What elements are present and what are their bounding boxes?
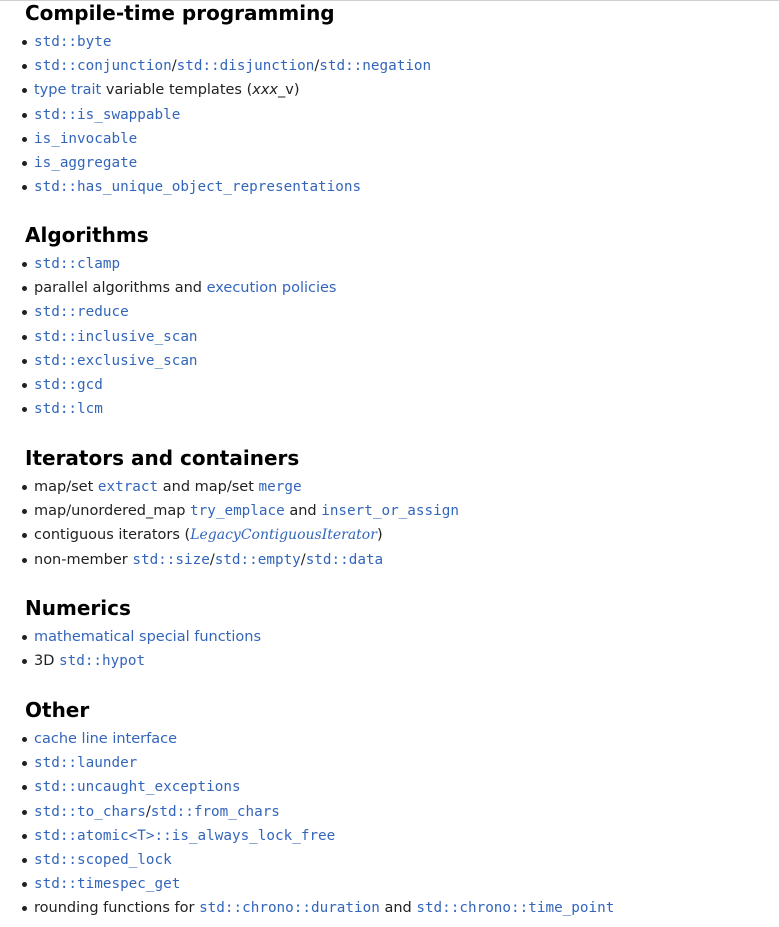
item-link[interactable]: is_invocable [34,130,138,147]
item-link[interactable]: std::scoped_lock [34,851,172,868]
bullet-icon [22,906,27,911]
bullet-icon [22,485,27,490]
item-link[interactable]: LegacyContiguousIterator [190,527,377,544]
list-item [22,896,772,920]
bullet-icon [22,40,27,45]
item-link[interactable]: std::negation [319,58,432,75]
list-item [22,824,772,848]
section-compile-time-programming [22,0,772,199]
item-content [34,876,180,892]
item-link[interactable]: mathematical special functions [34,629,262,645]
item-content [34,779,241,795]
list-item [22,78,772,102]
item-link[interactable]: execution policies [206,280,337,297]
item-link[interactable]: std::has_unique_object_representations [34,179,362,196]
item-list [22,30,772,199]
bullet-icon [22,737,27,742]
bullet-icon [22,785,27,790]
list-item [22,127,772,151]
item-link[interactable]: std::reduce [34,304,129,321]
list-item [22,751,772,775]
item-link[interactable]: std::disjunction [176,58,315,75]
bullet-icon [22,64,27,69]
item-content [34,107,180,123]
bullet-icon [22,858,27,863]
bullet-icon [22,113,27,118]
item-content [34,653,145,669]
list-item [22,103,772,127]
list-item [22,54,772,78]
item-link[interactable]: std::size [132,551,210,568]
section-heading: Compile-time programming [25,1,335,25]
item-text: rounding functions for [34,900,200,917]
item-link[interactable]: try_emplace [190,503,285,520]
section-numerics [22,595,772,673]
item-content [34,629,261,645]
item-link[interactable]: std::clamp [34,256,121,272]
item-content [34,329,198,345]
item-content [34,401,103,417]
section-iterators-and-containers [22,445,772,572]
list-item [22,252,772,276]
bullet-icon [22,286,27,291]
bullet-icon [22,882,27,887]
item-link[interactable]: std::chrono::time_point [416,900,615,917]
item-text: / [171,58,177,75]
item-link[interactable]: std::byte [34,34,112,50]
item-content [34,755,137,771]
bullet-icon [22,533,27,538]
section-algorithms [22,222,772,421]
item-list [22,625,772,673]
item-list [22,475,772,572]
list-item [22,397,772,421]
item-text: _v) [278,82,300,99]
item-link[interactable]: insert_or_assign [321,503,459,520]
bullet-icon [22,88,27,93]
bullet-icon [22,335,27,340]
list-item [22,300,772,324]
item-link[interactable]: type trait [34,82,102,99]
bullet-icon [22,834,27,839]
list-item [22,349,772,373]
item-content [34,353,198,369]
item-text: variable templates ( [101,82,253,99]
item-text: xxx [252,82,278,99]
bullet-icon [22,161,27,166]
bullet-icon [22,635,27,640]
list-item [22,373,772,397]
item-text: and [284,503,322,520]
item-content [34,804,280,820]
item-link[interactable]: std::inclusive_scan [34,328,198,345]
bullet-icon [22,262,27,267]
item-content [34,280,336,296]
item-link[interactable]: std::to_chars [34,803,146,820]
item-text: map/set [34,479,98,495]
item-link[interactable]: std::atomic<T>::is_always_lock_free [34,827,336,844]
item-content [34,131,137,147]
item-text: ) [376,527,383,544]
bullet-icon [22,761,27,766]
item-link[interactable]: cache line interface [34,731,177,747]
list-item [22,775,772,799]
bullet-icon [22,310,27,315]
item-link[interactable]: merge [258,479,302,495]
item-text: non-member [34,551,133,568]
bullet-icon [22,383,27,388]
list-item [22,848,772,872]
item-content [34,731,177,747]
item-text: and [379,900,417,917]
item-content [34,527,383,543]
item-text: contiguous iterators ( [34,527,191,544]
item-content [34,377,103,393]
section-heading: Iterators and containers [25,446,300,470]
item-text: / [209,551,215,568]
item-text: 3D [34,653,59,670]
item-content [34,852,172,868]
item-content [34,155,137,171]
list-item [22,325,772,349]
item-link[interactable]: std::empty [214,551,301,568]
bullet-icon [22,407,27,412]
item-link[interactable]: std::conjunction [34,58,172,75]
bullet-icon [22,659,27,664]
list-item [22,475,772,499]
item-link[interactable]: std::from_chars [150,803,280,820]
item-link[interactable]: is_aggregate [34,154,138,171]
item-content [34,179,361,195]
item-content [34,256,120,272]
item-content [34,503,459,519]
bullet-icon [22,509,27,514]
list-item [22,499,772,523]
section-heading: Algorithms [25,223,149,247]
item-content [34,34,111,50]
item-content [34,82,300,98]
item-link[interactable]: std::launder [34,755,138,772]
item-link[interactable]: extract [97,479,159,495]
item-text: / [314,58,320,75]
section-other [22,697,772,921]
item-list [22,252,772,421]
list-item [22,175,772,199]
item-link[interactable]: std::gcd [34,376,103,393]
item-link[interactable]: std::uncaught_exceptions [34,779,241,796]
item-link[interactable]: std::is_swappable [34,106,181,123]
item-content [34,828,335,844]
item-text: map/unordered_map [34,503,191,520]
item-text: parallel algorithms and [34,280,207,297]
list-item [22,872,772,896]
item-link[interactable]: std::chrono::duration [199,900,380,917]
item-text: and map/set [158,479,259,495]
bullet-icon [22,810,27,815]
section-heading: Numerics [25,596,131,620]
list-item [22,727,772,751]
bullet-icon [22,558,27,563]
list-item [22,548,772,572]
bullet-icon [22,359,27,364]
item-content [34,58,431,74]
item-link[interactable]: std::data [305,551,384,568]
bullet-icon [22,185,27,190]
bullet-icon [22,137,27,142]
list-item [22,276,772,300]
item-link[interactable]: std::hypot [59,653,146,670]
item-content [34,900,614,916]
item-link[interactable]: std::lcm [34,401,103,418]
list-item [22,523,772,547]
list-item [22,151,772,175]
list-item [22,625,772,649]
item-text: / [145,803,151,820]
item-text: / [300,551,306,568]
list-item [22,800,772,824]
item-link[interactable]: std::exclusive_scan [34,352,198,369]
item-link[interactable]: std::timespec_get [34,876,181,893]
section-heading: Other [25,698,90,722]
item-content [34,552,383,568]
list-item [22,649,772,673]
list-item [22,30,772,54]
item-content [34,479,302,495]
item-list [22,727,772,921]
item-content [34,304,129,320]
